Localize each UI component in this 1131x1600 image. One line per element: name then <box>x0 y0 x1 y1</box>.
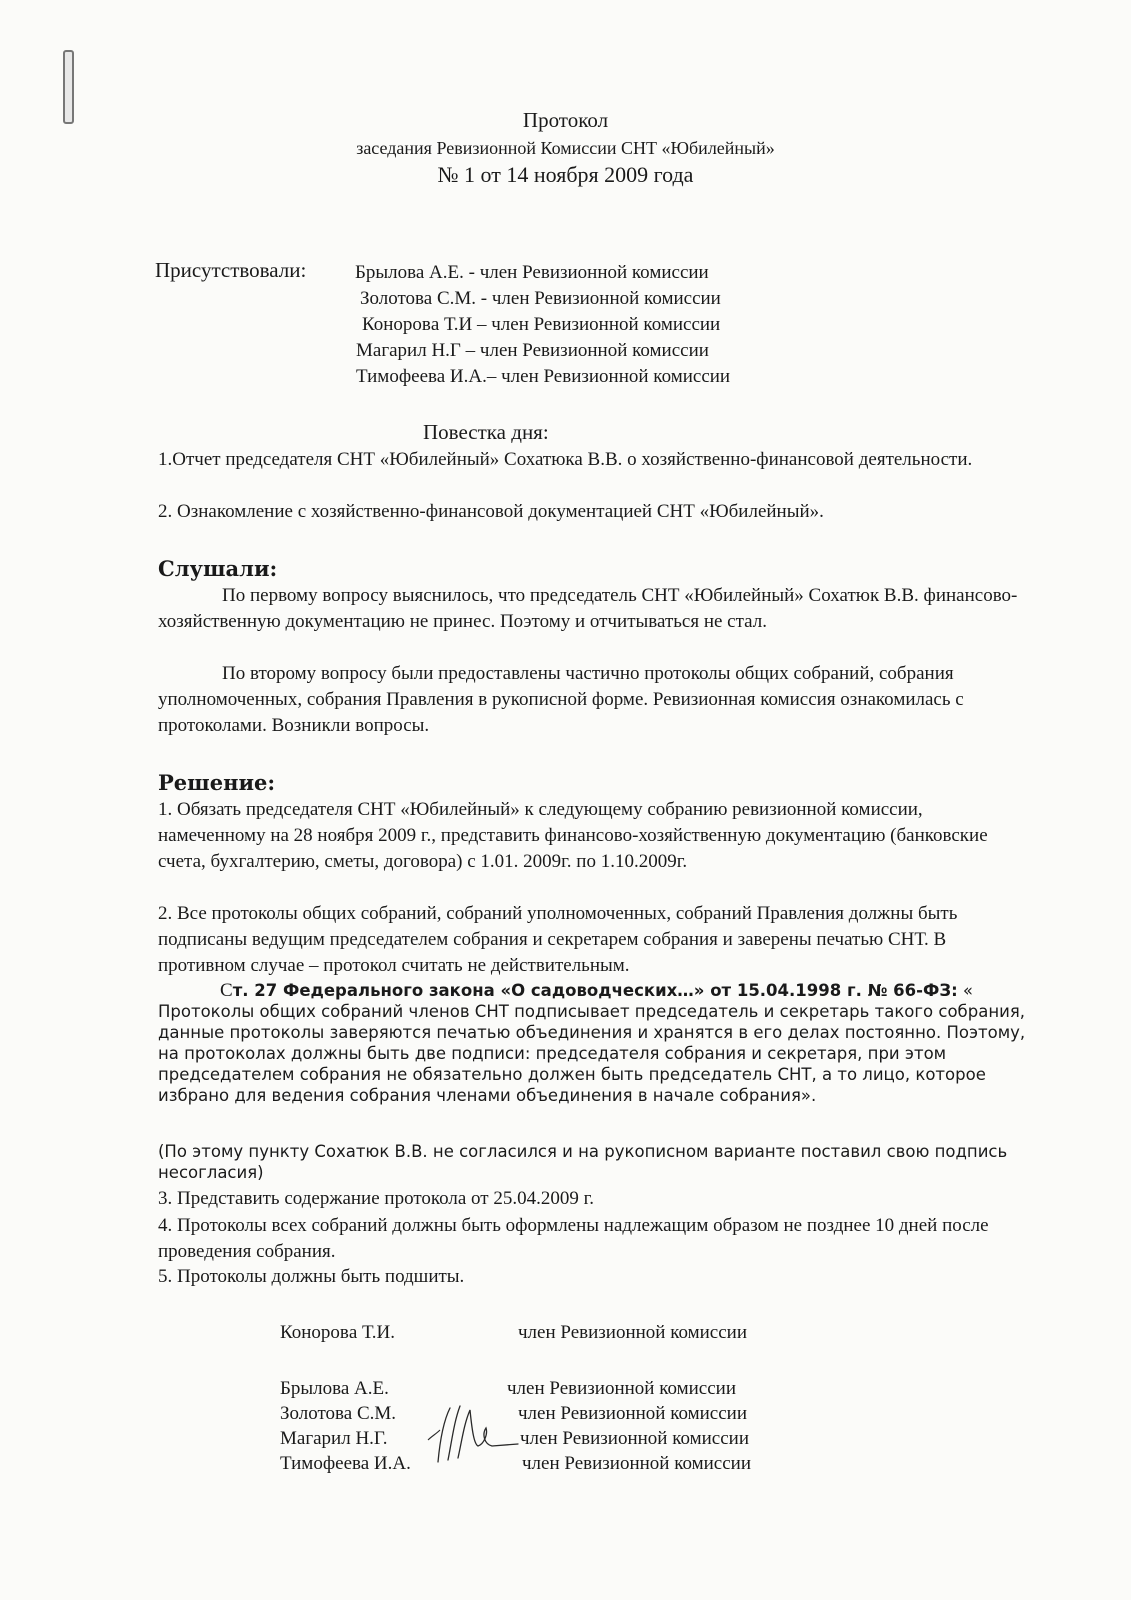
signatory-role: член Ревизионной комиссии <box>507 1378 737 1399</box>
document-subtitle: заседания Ревизионной Комиссии СНТ «Юбилейный» <box>356 138 775 158</box>
document-number-date: № 1 от 14 ноября 2009 года <box>437 162 694 187</box>
heard-paragraph: По первому вопросу выяснилось, что председатель СНТ «Юбилейный» Сохатюк В.В. финансово-хозяйственную документацию не принес. Поэтому и отчитываться не стал. <box>158 585 1018 632</box>
signatory-role: член Ревизионной комиссии <box>518 1322 748 1343</box>
heard-paragraph: По второму вопросу были предоставлены частично протоколы общих собраний, собрания уполномоченных, собрания Правления в рукописной форме. Ревизионная комиссия ознакомилась с протоколами. Возникли вопросы. <box>158 663 964 736</box>
attendee-line: Золотова С.М. - член Ревизионной комиссии <box>360 288 721 309</box>
law-text: « Протоколы общих собраний членов СНТ подписывает председатель и секретарь такого собрания, данные протоколы заверяются печатью объединения и хранятся в его делах постоянно. Поэтому, на протоколах должны быть две подписи: председателя собрания и секретаря, при этом председателем собрания не обязательно должен быть председатель СНТ, а то лицо, которое избрано для ведения собрания членами объединения в начале собрания». <box>158 981 1026 1105</box>
decision-heading: Решение: <box>158 770 276 795</box>
signatory-name: Магарил Н.Г. <box>280 1428 388 1449</box>
signatory-name: Брылова А.Е. <box>280 1378 389 1399</box>
attendee-line: Тимофеева И.А.– член Ревизионной комиссии <box>356 366 731 387</box>
decision-item-2: 2. Все протоколы общих собраний, собраний уполномоченных, собраний Правления должны быть подписаны ведущим председателем собрания и секретарем собрания и заверены печатью СНТ. В противном случае – протокол считать не действительным. <box>158 903 958 976</box>
decision-note: (По этому пункту Сохатюк В.В. не согласился и на рукописном варианте поставил свою подпись несогласия) <box>158 1142 1008 1182</box>
signatory-role: член Ревизионной комиссии <box>518 1403 748 1424</box>
decision-item-3: 3. Представить содержание протокола от 25.04.2009 г. <box>158 1188 594 1209</box>
law-quote <box>158 980 1033 1106</box>
decision-item-1: 1. Обязать председателя СНТ «Юбилейный» к следующему собранию ревизионной комиссии, намеченному на 28 ноября 2009 г., представить финансово-хозяйственную документацию (банковские счета, бухгалтерию, сметы, договора) с 1.01. 2009г. по 1.10.2009г. <box>158 799 988 872</box>
agenda-heading: Повестка дня: <box>423 420 549 444</box>
signatory-role: член Ревизионной комиссии <box>522 1453 752 1474</box>
law-prefix: С <box>220 980 233 1001</box>
signatory-role: член Ревизионной комиссии <box>520 1428 750 1449</box>
heard-heading: Слушали: <box>158 556 278 581</box>
law-reference: т. 27 Федерального закона «О садоводческих…» от 15.04.1998 г. № 66-ФЗ: <box>232 981 958 1000</box>
signatory-name: Тимофеева И.А. <box>280 1453 411 1474</box>
attendee-line: Коноровa Т.И – член Ревизионной комиссии <box>362 314 721 335</box>
signatory-name: Золотова С.М. <box>280 1403 397 1424</box>
agenda-item: 1.Отчет председателя СНТ «Юбилейный» Сохатюка В.В. о хозяйственно-финансовой деятельности. <box>158 449 973 470</box>
signatory-name: Коноровa Т.И. <box>280 1322 395 1343</box>
document-title: Протокол <box>522 108 609 132</box>
attendee-line: Брылова А.Е. - член Ревизионной комиссии <box>355 262 709 283</box>
decision-item-4: 4. Протоколы всех собраний должны быть оформлены надлежащим образом не позднее 10 дней после проведения собрания. <box>158 1215 989 1262</box>
agenda-item: 2. Ознакомление с хозяйственно-финансовой документацией СНТ «Юбилейный». <box>158 501 824 522</box>
attendees-label: Присутствовали: <box>155 258 307 282</box>
handwritten-signature <box>420 1400 520 1470</box>
attendee-line: Магарил Н.Г – член Ревизионной комиссии <box>356 340 709 361</box>
decision-item-5: 5. Протоколы должны быть подшиты. <box>158 1266 465 1287</box>
